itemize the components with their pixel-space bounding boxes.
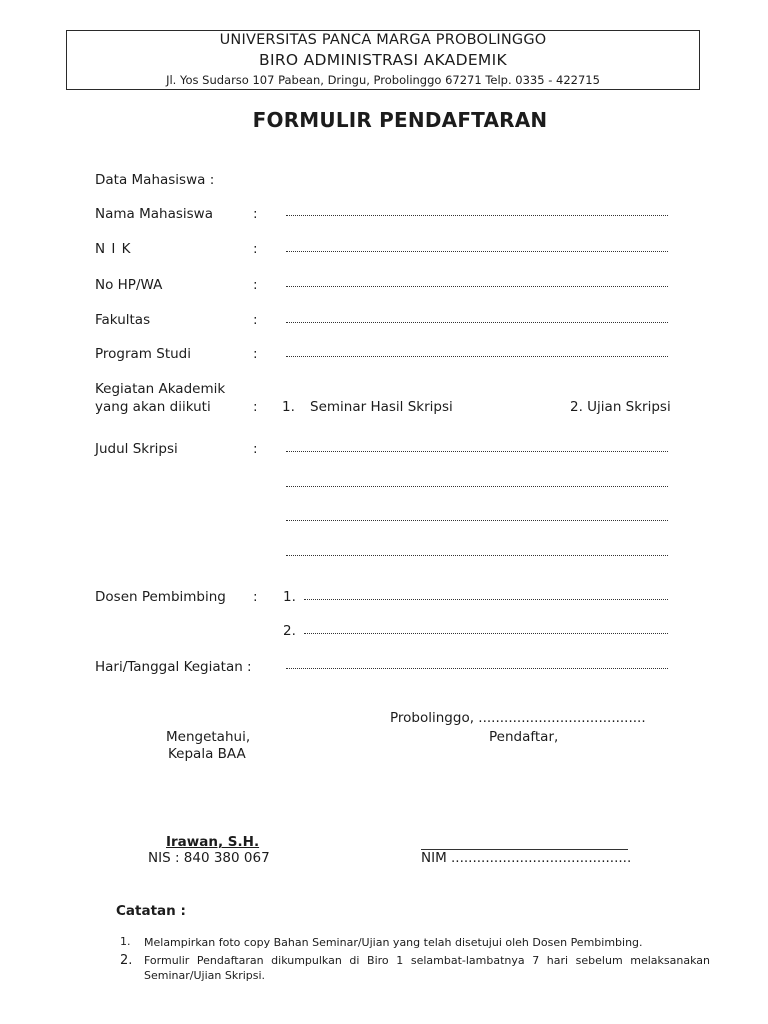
head-baa-label: Kepala BAA [168, 746, 246, 762]
fill-line-prodi[interactable] [286, 356, 668, 357]
dosen-number-1: 1. [283, 589, 296, 605]
note-text-2: Formulir Pendaftaran dikumpulkan di Biro 1 selambat-lambatnya 7 hari sebelum melaksanakan Seminar/Ujian Skripsi. [144, 954, 710, 982]
office-address: Jl. Yos Sudarso 107 Pabean, Dringu, Probolinggo 67271 Telp. 0335 - 422715 [166, 73, 600, 87]
colon: : [253, 589, 258, 605]
fill-line-dosen-1[interactable] [304, 599, 668, 600]
colon: : [253, 399, 258, 415]
colon: : [253, 277, 258, 293]
option-seminar-hasil[interactable]: Seminar Hasil Skripsi [310, 399, 453, 415]
option-ujian-skripsi[interactable]: 2. Ujian Skripsi [570, 399, 671, 415]
fill-line-hp[interactable] [286, 286, 668, 287]
field-label-judul: Judul Skripsi [95, 441, 178, 457]
colon: : [253, 346, 258, 362]
colon: : [253, 441, 258, 457]
field-label-hari: Hari/Tanggal Kegiatan : [95, 659, 252, 675]
field-label-fakultas: Fakultas [95, 312, 151, 328]
note-number-1: 1. [120, 935, 131, 948]
form-title: FORMULIR PENDAFTARAN [252, 108, 548, 132]
fill-line-judul-3[interactable] [286, 520, 668, 521]
notes-heading: Catatan : [116, 903, 186, 919]
acknowledged-label: Mengetahui, [166, 729, 251, 745]
nim-field[interactable]: NIM .......................................... [421, 850, 632, 866]
fill-line-hari[interactable] [286, 668, 668, 669]
field-label-kegiatan-2: yang akan diikuti [95, 399, 211, 415]
letterhead [66, 30, 700, 90]
colon: : [253, 312, 258, 328]
fill-line-judul-1[interactable] [286, 451, 668, 452]
field-label-dosen: Dosen Pembimbing [95, 589, 226, 605]
fill-line-nama[interactable] [286, 215, 668, 216]
signatory-name: Irawan, S.H. [166, 834, 260, 850]
colon: : [253, 206, 258, 222]
university-name: UNIVERSITAS PANCA MARGA PROBOLINGGO [219, 32, 547, 48]
dosen-number-2: 2. [283, 623, 296, 639]
fill-line-fakultas[interactable] [286, 322, 668, 323]
office-name: BIRO ADMINISTRASI AKADEMIK [259, 51, 507, 69]
signatory-nis: NIS : 840 380 067 [148, 850, 270, 866]
fill-line-judul-4[interactable] [286, 555, 668, 556]
registrant-label: Pendaftar, [489, 729, 559, 745]
option-1-number: 1. [282, 399, 295, 415]
field-label-hp: No HP/WA [95, 277, 163, 293]
colon: : [253, 241, 258, 257]
fill-line-judul-2[interactable] [286, 486, 668, 487]
section-label: Data Mahasiswa : [95, 172, 215, 188]
field-label-prodi: Program Studi [95, 346, 191, 362]
fill-line-dosen-2[interactable] [304, 633, 668, 634]
fill-line-nik[interactable] [286, 251, 668, 252]
field-label-nama: Nama Mahasiswa [95, 206, 213, 222]
field-label-nik: N I K [95, 241, 132, 257]
place-date: Probolinggo, ....................................... [390, 710, 646, 726]
note-number-2: 2. [120, 953, 133, 968]
note-text-1: Melampirkan foto copy Bahan Seminar/Ujian yang telah disetujui oleh Dosen Pembimbing. [144, 936, 643, 949]
field-label-kegiatan-1: Kegiatan Akademik [95, 381, 226, 397]
